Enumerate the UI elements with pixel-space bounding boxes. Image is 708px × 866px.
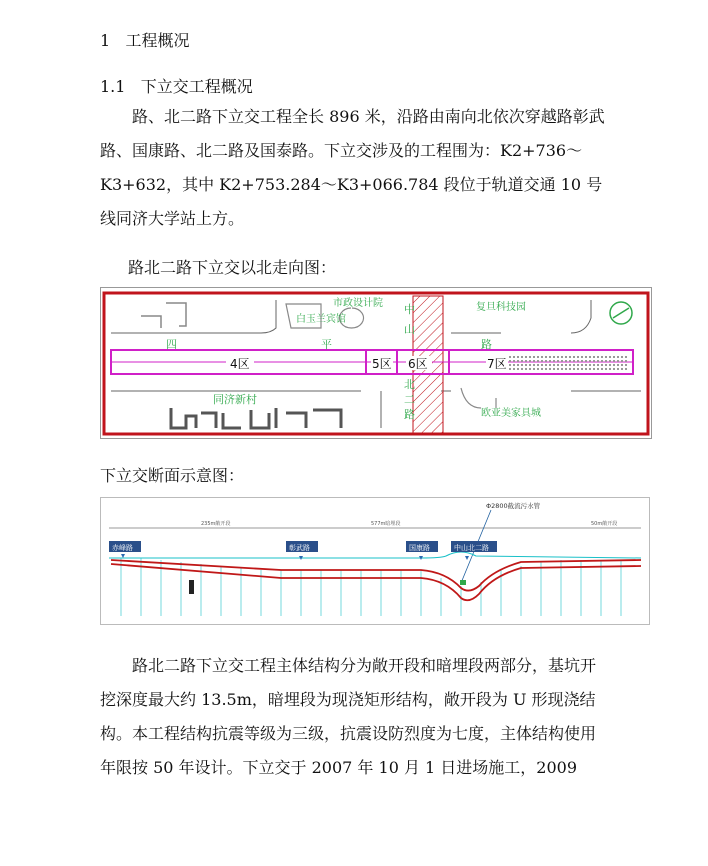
plan-caption: 路北二路下立交以北走向图： [128,258,337,277]
road-char: 四 [166,338,177,351]
zone-label-5: 5区 [372,357,392,371]
road-tag-label: 中山北二路 [454,544,489,552]
building-outline [141,303,186,328]
building-cluster [171,408,341,428]
marker-arrows [121,554,469,560]
place-label: 复旦科技园 [476,302,526,313]
road-char: 平 [321,338,332,351]
road-char: 路 [481,338,492,351]
cross-road-char: 路 [404,408,415,421]
cross-road-char: 中 [404,303,415,316]
zone-7-fill [501,354,629,370]
zone-label-7: 7区 [487,357,507,371]
subsection-heading: 1.1 下立交工程概况 [100,77,253,96]
place-label: 市政设计院 [333,298,383,309]
place-label: 欧亚美家具城 [481,408,541,419]
cross-road-char: 二 [404,393,415,406]
section-heading: 1 工程概况 [100,31,190,50]
pipe-marker [460,580,466,585]
shaft-marker [189,580,194,594]
cross-road-char: 山 [404,323,415,336]
road-tag-label: 彰武路 [289,544,310,552]
pipe-label: Φ2800截流污水管 [486,502,541,510]
zone-label-6: 6区 [408,357,428,371]
dim-label: 235m敞开段 [201,521,231,527]
section-svg [101,498,649,624]
road-edge [111,300,276,333]
dim-label: 50m敞开段 [591,521,618,527]
plan-map-figure [100,287,652,439]
plan-map-svg [101,288,651,438]
section-figure [100,497,650,625]
road-tag-label: 国康路 [409,544,430,552]
dim-label: 577m暗埋段 [371,521,401,527]
place-label: 白玉兰宾馆 [296,314,346,325]
cross-road-char: 北 [404,378,415,391]
section-caption: 下立交断面示意图： [100,466,245,485]
overview-paragraph: 路、北二路下立交工程全长 896 米，沿路由南向北依次穿越路彰武路、国康路、北二路及国泰路。下立交涉及的工程围为：K2+736～K3+632，其中 K2+753.284～K3+066.784 段位于轨道交通 10 号线同济大学站上方。 [100,107,605,228]
road-tag-label: 赤峰路 [112,544,133,552]
place-label: 同济新村 [213,393,257,406]
structure-paragraph: 路北二路下立交工程主体结构分为敞开段和暗埋段两部分，基坑开挖深度最大约 13.5m，暗埋段为现浇矩形结构，敞开段为 U 形现浇结构。本工程结构抗震等级为三级，抗震设防烈度为七度，主体结构使用年限按 50 年设计。下立交于 2007 年 10 月 1 日进场施工，2009 [100,656,597,777]
road-edge [111,391,641,428]
ground-line [109,552,641,558]
zone-label-4: 4区 [230,357,250,371]
